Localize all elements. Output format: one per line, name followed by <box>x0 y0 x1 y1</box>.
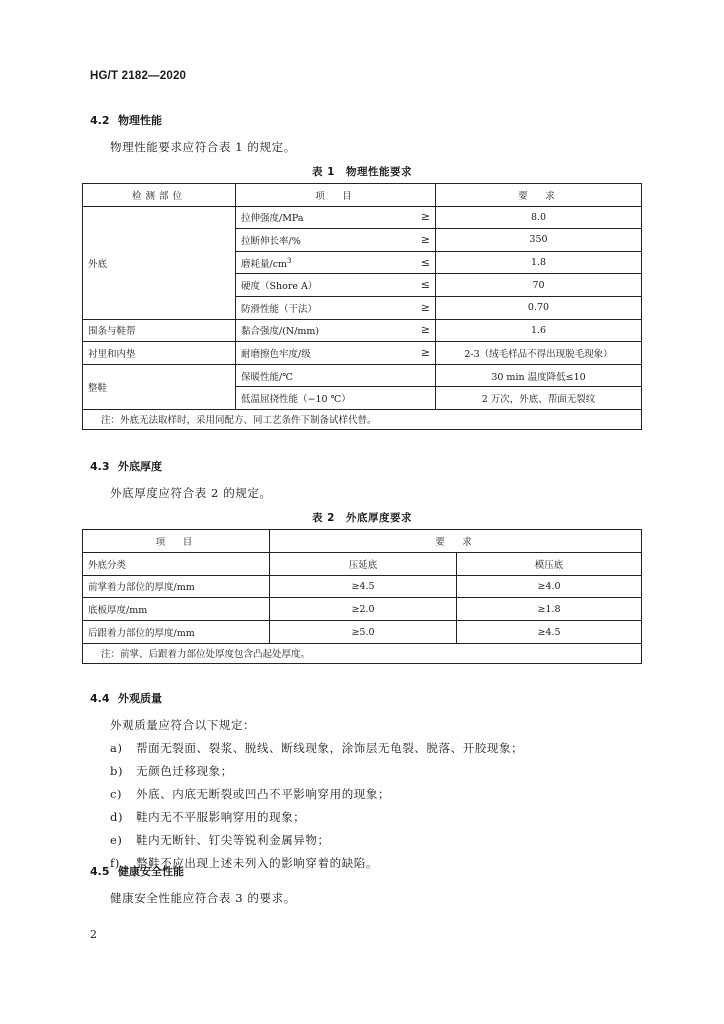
item-label: 后跟着力部位的厚度/mm <box>83 621 270 644</box>
table2-note: 注：前掌、后跟着力部位处厚度包含凸起处厚度。 <box>83 643 642 663</box>
table-row <box>83 342 642 365</box>
list-text: 外底、内底无断裂或凹凸不平影响穿用的现象； <box>136 787 391 801</box>
table2-caption: 表 2 外底厚度要求 <box>312 512 412 524</box>
section-title: 物理性能 <box>118 114 162 127</box>
calendered-value: ≥2.0 <box>270 598 457 621</box>
type-calendered: 压延底 <box>270 552 457 575</box>
section-heading-4-2 <box>90 112 162 128</box>
table-row <box>83 364 642 387</box>
table-note-row <box>83 409 642 429</box>
list-marker: c) <box>110 787 123 801</box>
comparison-sign: ≥ <box>420 345 430 359</box>
item-label: 黏合强度/(N/mm) <box>241 326 320 338</box>
table-row <box>83 552 642 575</box>
table-row <box>83 598 642 621</box>
item-cell: 低温屈挠性能（−10 ℃） <box>236 387 436 410</box>
comparison-sign: ≤ <box>420 255 430 269</box>
item-cell <box>236 319 436 342</box>
list-item <box>110 740 523 756</box>
section-heading-4-5 <box>90 863 184 879</box>
section-number: 4.2 <box>90 114 110 127</box>
list-text: 鞋内无断针、钉尖等锐利金属异物； <box>136 833 330 847</box>
item-label: 防滑性能（干法） <box>241 303 318 315</box>
table-note-row <box>83 643 642 663</box>
standard-code-header: HG/T 2182—2020 <box>90 70 187 82</box>
section-number: 4.5 <box>90 865 110 878</box>
item-label: 硬度（Shore A） <box>241 281 318 293</box>
list-marker: f) <box>110 856 120 870</box>
list-text: 整鞋不应出现上述未列入的影响穿着的缺陷。 <box>136 856 378 870</box>
list-marker: d) <box>110 810 124 824</box>
section-heading-4-3 <box>90 458 162 474</box>
comparison-sign: ≥ <box>420 323 430 337</box>
page-number: 2 <box>90 928 97 941</box>
requirement-value: 30 min 温度降低≤10 <box>436 364 642 387</box>
item-label: 底板厚度/mm <box>83 598 270 621</box>
item-cell <box>236 296 436 319</box>
physical-properties-table <box>82 183 642 430</box>
list-text: 无颜色迁移现象； <box>136 764 233 778</box>
requirement-value: 2 万次，外底、帮面无裂纹 <box>436 387 642 410</box>
list-item <box>110 832 330 848</box>
list-item <box>110 786 390 802</box>
list-item <box>110 763 233 779</box>
header-requirement: 要 求 <box>436 184 642 207</box>
section-4-5-text: 健康安全性能应符合表 3 的要求。 <box>110 891 296 905</box>
list-marker: e) <box>110 833 123 847</box>
requirement-value: 2-3（绒毛样品不得出现脱毛现象） <box>436 342 642 365</box>
table-header-row <box>83 184 642 207</box>
section-title: 外观质量 <box>118 692 162 705</box>
part-lining: 衬里和内垫 <box>83 342 236 365</box>
item-cell <box>236 342 436 365</box>
comparison-sign: ≥ <box>420 210 430 224</box>
section-number: 4.4 <box>90 692 110 705</box>
comparison-sign: ≥ <box>420 300 430 314</box>
header-item: 项 目 <box>236 184 436 207</box>
header-item: 项 目 <box>83 530 270 553</box>
requirement-value: 8.0 <box>436 206 642 229</box>
item-cell <box>236 251 436 274</box>
section-4-2-text: 物理性能要求应符合表 1 的规定。 <box>110 140 296 154</box>
requirement-value: 1.6 <box>436 319 642 342</box>
section-title: 健康安全性能 <box>118 865 184 878</box>
section-title: 外底厚度 <box>118 460 162 473</box>
item-label: 拉断伸长率/% <box>241 235 301 247</box>
part-whole-shoe: 整鞋 <box>83 364 236 409</box>
list-text: 帮面无裂面、裂浆、脱线、断线现象，涂饰层无龟裂、脱落、开胶现象； <box>136 741 524 755</box>
table-row <box>83 621 642 644</box>
section-number: 4.3 <box>90 460 110 473</box>
list-text: 鞋内无不平服影响穿用的现象； <box>136 810 306 824</box>
calendered-value: ≥5.0 <box>270 621 457 644</box>
item-label: 磨耗量/cm <box>241 258 288 270</box>
section-4-4-text: 外观质量应符合以下规定： <box>110 718 256 732</box>
requirement-value: 0.70 <box>436 296 642 319</box>
table1-caption: 表 1 物理性能要求 <box>312 166 412 178</box>
list-item <box>110 809 305 825</box>
header-part: 检测部位 <box>83 184 236 207</box>
requirement-value: 1.8 <box>436 251 642 274</box>
item-cell <box>236 229 436 252</box>
comparison-sign: ≥ <box>420 232 430 246</box>
header-requirement: 要 求 <box>270 530 642 553</box>
calendered-value: ≥4.5 <box>270 575 457 598</box>
section-heading-4-4 <box>90 690 162 706</box>
requirement-value: 70 <box>436 274 642 297</box>
molded-value: ≥1.8 <box>457 598 642 621</box>
list-marker: b) <box>110 764 124 778</box>
item-label: 耐磨擦色牢度/级 <box>241 348 311 360</box>
list-marker: a) <box>110 741 123 755</box>
outsole-class-label: 外底分类 <box>83 552 270 575</box>
table-header-row <box>83 530 642 553</box>
molded-value: ≥4.0 <box>457 575 642 598</box>
part-foxing: 围条与鞋帮 <box>83 319 236 342</box>
item-cell: 保暖性能/℃ <box>236 364 436 387</box>
item-cell <box>236 206 436 229</box>
part-outsole: 外底 <box>83 206 236 319</box>
section-4-3-text: 外底厚度应符合表 2 的规定。 <box>110 486 272 500</box>
item-label: 前掌着力部位的厚度/mm <box>83 575 270 598</box>
item-cell <box>236 274 436 297</box>
table-row <box>83 206 642 229</box>
comparison-sign: ≤ <box>420 278 430 292</box>
table-row <box>83 575 642 598</box>
table1-note: 注：外底无法取样时，采用同配方、同工艺条件下制备试样代替。 <box>83 409 642 429</box>
requirement-value: 350 <box>436 229 642 252</box>
table-row <box>83 319 642 342</box>
item-label: 拉伸强度/MPa <box>241 213 304 225</box>
outsole-thickness-table <box>82 529 642 664</box>
type-molded: 模压底 <box>457 552 642 575</box>
superscript: 3 <box>287 256 292 265</box>
molded-value: ≥4.5 <box>457 621 642 644</box>
